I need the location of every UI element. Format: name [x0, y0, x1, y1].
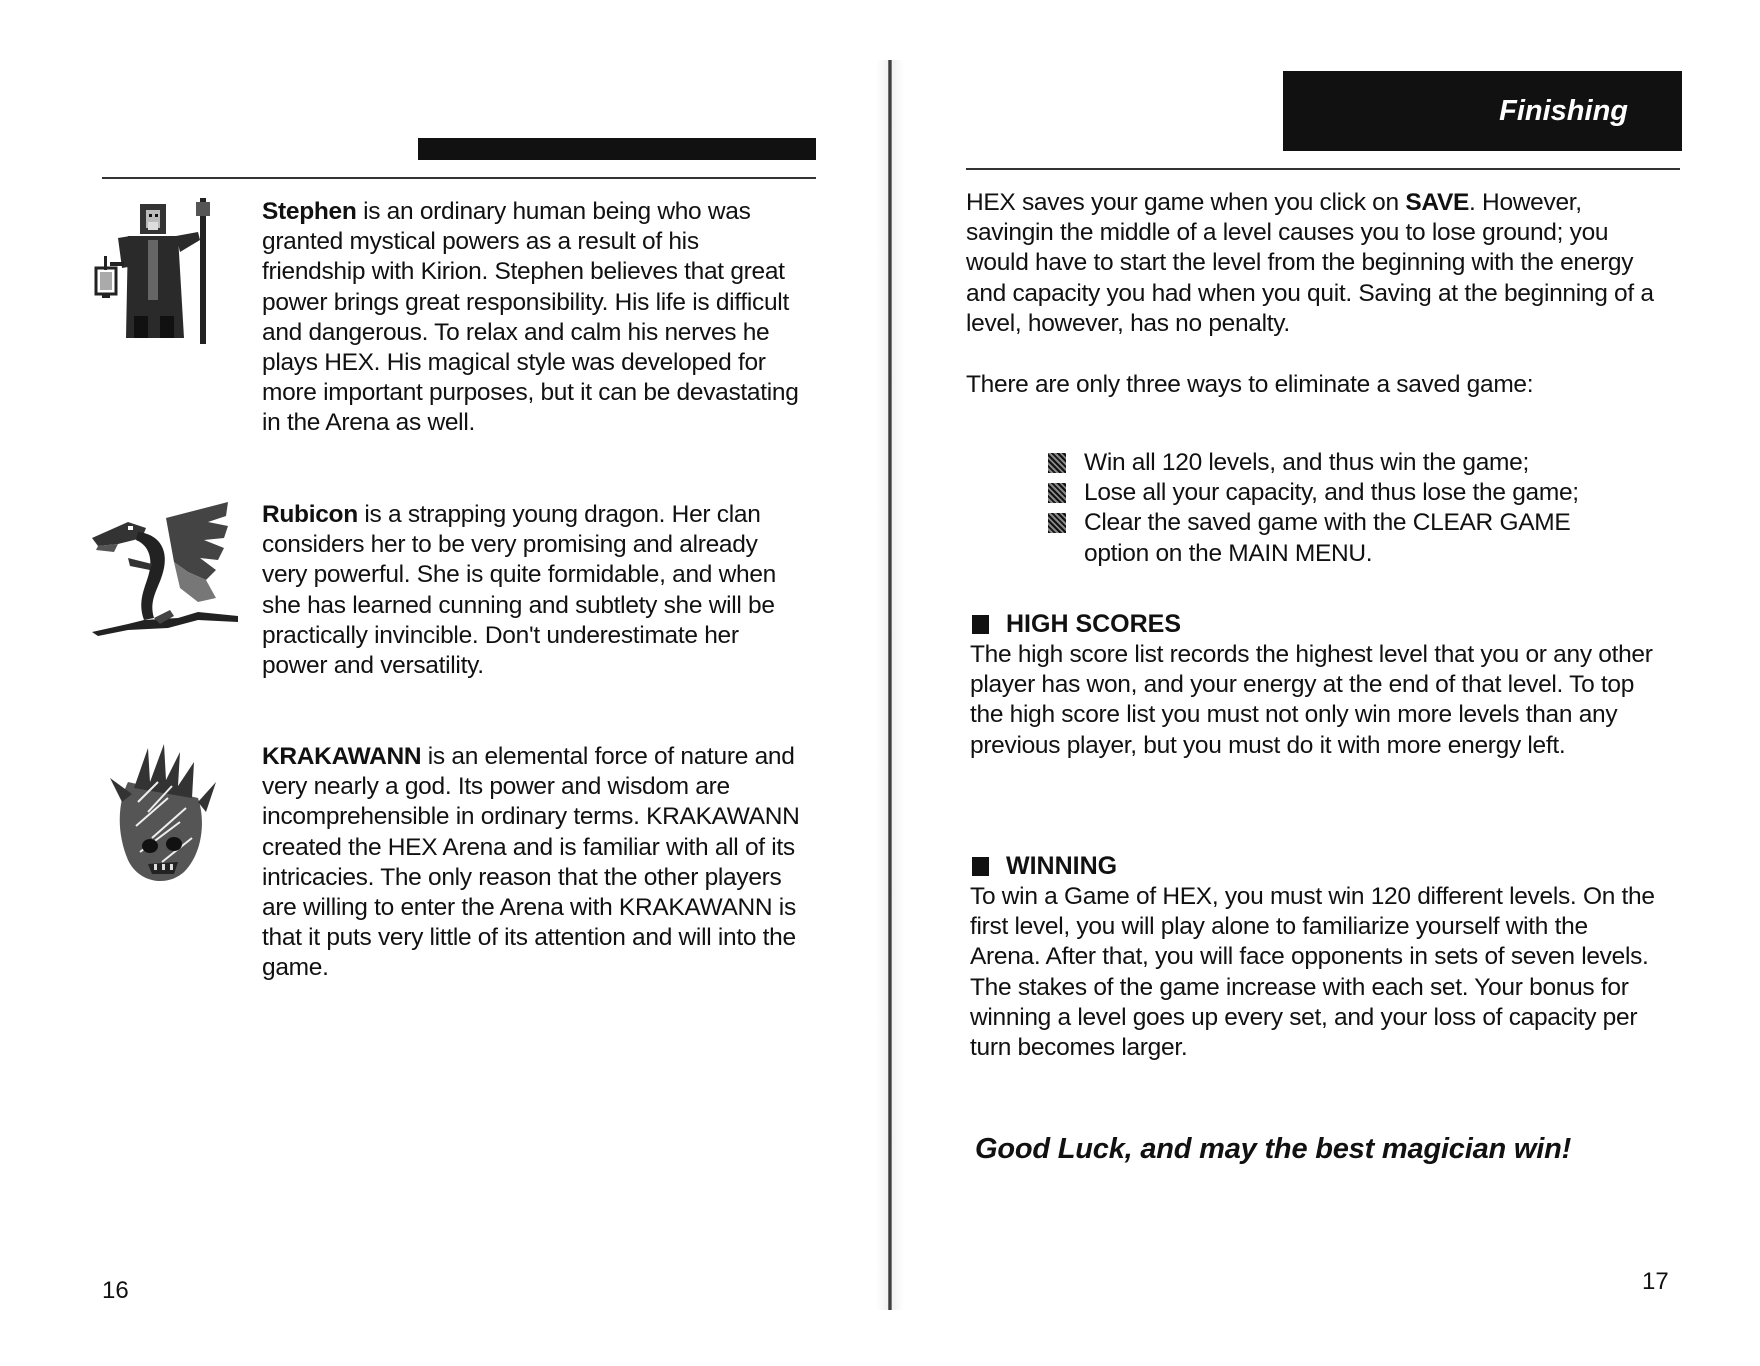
list-item-text: Lose all your capacity, and thus lose the game; [1084, 479, 1579, 507]
heading-square-icon [972, 857, 989, 876]
intro-text-start: HEX saves your game when you click on [966, 189, 1406, 216]
heading-text: WINNING [1006, 852, 1118, 880]
ways-list [1048, 448, 1618, 569]
right-header-rule [966, 168, 1680, 170]
character-text: is an ordinary human being who was granted mystical powers as a result of his friendship with Kirion. Stephen believes that great power brings great responsibility. His life is difficult and dangerous. To relax and calm his nerves he plays HEX. His magical style was developed for more important purposes, but it can be devastating in the Arena as well. [262, 198, 799, 437]
character-text: is a strapping young dragon. Her clan considers her to be very promising and already very powerful. She is quite formidable, and when she has learned cunning and subtlety she will be practically invincible. Don't underestimate her power and versatility. [262, 501, 777, 680]
character-name: Rubicon [262, 501, 358, 528]
page-number-left: 16 [102, 1277, 129, 1304]
intro-paragraph [966, 188, 1656, 339]
book-spine [888, 60, 892, 1310]
list-item-text: Win all 120 levels, and thus win the game; [1084, 449, 1529, 476]
save-keyword: SAVE [1405, 189, 1470, 216]
closing-line: Good Luck, and may the best magician win! [975, 1133, 1572, 1165]
flaming-skull-icon [88, 742, 238, 892]
winning-heading [972, 852, 1117, 881]
bullet-icon [1048, 453, 1066, 473]
character-krakawann-description [262, 742, 802, 984]
high-scores-heading [972, 610, 1181, 639]
section-title: Finishing [1499, 94, 1628, 127]
bullet-icon [1048, 483, 1066, 503]
intro-text-end: . However, savingin the middle of a level causes you to lose ground; you would have to start the level from the beginning with the energy and capacity you had when you quit. Saving at the beginning of a level, however, has no penalty. [966, 189, 1654, 337]
list-item [1048, 508, 1618, 568]
character-text: is an elemental force of nature and very nearly a god. Its power and wisdom are incomprehensible in ordinary terms. KRAKAWANN created the HEX Arena and is familiar with all of its intricacies. The only reason that the other players are willing to enter the Arena with KRAKAWANN is that it puts very little of its attention and will into the game. [262, 743, 800, 982]
character-rubicon-description [262, 500, 802, 681]
bullet-icon [1048, 513, 1066, 533]
left-header-rule [102, 177, 816, 179]
dragon-icon [88, 498, 243, 643]
left-header-bar [418, 138, 816, 160]
winning-text: To win a Game of HEX, you must win 120 different levels. On the first level, you will play alone to familiarize yourself with the Arena. After that, you will face opponents in sets of seven levels. The stakes of the game increase with each set. Your bonus for winning a level goes up every set, and your loss of capacity per turn becomes larger. [970, 883, 1655, 1062]
ways-intro: There are only three ways to eliminate a saved game: [966, 371, 1534, 398]
page-number-right: 17 [1642, 1268, 1669, 1295]
list-item [1048, 478, 1618, 508]
heading-text: HIGH SCORES [1006, 610, 1182, 638]
section-title-box [1283, 71, 1682, 151]
character-name: KRAKAWANN [262, 743, 422, 770]
wizard-with-lantern-icon [88, 196, 238, 346]
character-stephen-description [262, 197, 802, 439]
list-item-text: Clear the saved game with the CLEAR GAME option on the MAIN MENU. [1084, 509, 1571, 567]
character-name: Stephen [262, 198, 357, 225]
list-item [1048, 448, 1618, 478]
heading-square-icon [972, 615, 989, 634]
high-scores-text: The high score list records the highest level that you or any other player has won, and your energy at the end of that level. To top the high score list you must not only win more levels than any previous player, but you must do it with more energy left. [970, 641, 1653, 759]
